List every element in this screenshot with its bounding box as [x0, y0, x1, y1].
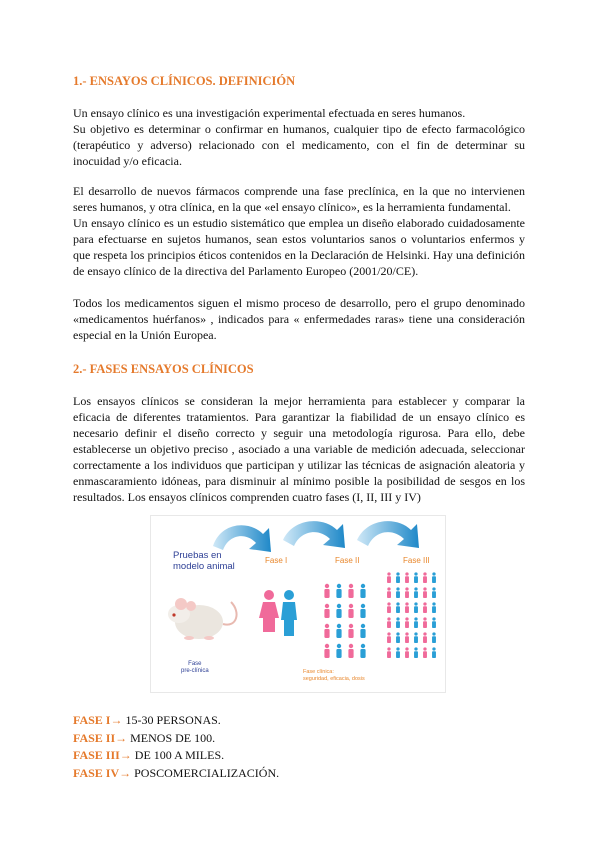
section-1-title: 1.- ENSAYOS CLÍNICOS. DEFINICIÓN [73, 74, 296, 88]
person-icon [414, 636, 418, 643]
person-icon [414, 576, 418, 583]
person-icon [414, 617, 417, 620]
person-icon [348, 629, 353, 638]
arrow-icon-1 [213, 525, 271, 552]
person-icon [348, 589, 353, 598]
phase-key: FASE II [73, 730, 116, 745]
person-icon [405, 572, 408, 575]
person-icon [387, 591, 391, 598]
person-icon [324, 649, 329, 658]
person-icon [387, 606, 391, 613]
preclinical-label-2: pre-clínica [181, 668, 209, 674]
person-icon [337, 624, 341, 628]
person-icon [336, 589, 341, 598]
person-icon [405, 617, 408, 620]
person-icon [405, 591, 409, 598]
person-icon [405, 632, 408, 635]
arrow-right-icon: → [110, 713, 123, 727]
person-icon [360, 649, 365, 658]
person-icon [336, 609, 341, 618]
person-icon [396, 587, 399, 590]
person-icon [336, 649, 341, 658]
person-icon [432, 576, 436, 583]
person-icon [337, 584, 341, 588]
person-icon [349, 624, 353, 628]
person-icon [432, 621, 436, 628]
person-icon [405, 621, 409, 628]
person-icon [414, 591, 418, 598]
person-icon [414, 606, 418, 613]
person-icon [387, 587, 390, 590]
person-icon [396, 647, 399, 650]
person-icon [405, 647, 408, 650]
paragraph-objective: Su objetivo es determinar o confirmar en humanos, cualquier tipo de efecto farmacológico (terapéutico y adverso) relacionado con el medicamento, con el fin de determinar su inocuidad y/o eficacia. [73, 122, 525, 168]
person-icon [337, 644, 341, 648]
arrow-right-icon: → [119, 765, 132, 780]
person-icon [414, 621, 418, 628]
person-icon [423, 606, 427, 613]
person-icon [432, 591, 436, 598]
preclinical-label-1: Fase [188, 661, 202, 667]
phase3-people-group [387, 572, 436, 658]
person-icon [396, 621, 400, 628]
person-icon [387, 621, 391, 628]
person-icon [432, 632, 435, 635]
person-icon [396, 636, 400, 643]
person-icon [360, 589, 365, 598]
person-icon [396, 632, 399, 635]
paragraph-orphan-drugs: Todos los medicamentos siguen el mismo proceso de desarrollo, pero el grupo denominado «medicamentos huérfanos» , indicados para « enfermedades raras» tiene una consideración especial en la Unión Europea. [73, 296, 525, 342]
person-icon [396, 617, 399, 620]
person-icon-pink-phase1 [259, 590, 279, 632]
person-icon [361, 584, 365, 588]
paragraph-phases-intro: Los ensayos clínicos se consideran la mejor herramienta para establecer y comparar la eficacia de diferentes tratamientos. Para garantizar la fiabilidad de un ensayo clínico es necesario definir el diseño correcto y seguir una metodología rigurosa. Para ello, debe establecerse un objetivo preciso , asociado a una variable de medición adecuada, seleccionar correctamente a los individuos que participan y utilizar las técnicas de asignación aleatoria y enmascaramiento idóneas, para disminuir al mínimo posible la posibilidad de sesgos en los resultados. Los ensayos clínicos comprenden cuatro fases (I, II, III y IV) [73, 394, 525, 504]
arrow-right-icon: → [119, 748, 132, 762]
person-icon [349, 644, 353, 648]
clinical-label-2: seguridad, eficacia, dosis [303, 676, 365, 682]
phase-value: MENOS DE 100. [127, 730, 216, 745]
phase-list [73, 712, 279, 782]
person-icon [405, 587, 408, 590]
person-icon [414, 632, 417, 635]
person-icon [337, 604, 341, 608]
person-icon [423, 572, 426, 575]
phase-list-item [73, 765, 279, 783]
person-icon [387, 632, 390, 635]
animal-model-label-2: modelo animal [173, 561, 235, 572]
person-icon [361, 604, 365, 608]
person-icon [349, 604, 353, 608]
phase-key: FASE I [73, 713, 111, 727]
person-icon [432, 651, 436, 658]
person-icon [423, 602, 426, 605]
person-icon [423, 632, 426, 635]
person-icon [396, 651, 400, 658]
person-icon [432, 572, 435, 575]
person-icon-blue-phase1 [281, 590, 297, 636]
phase-list-item [73, 712, 279, 730]
person-icon [360, 609, 365, 618]
person-icon [432, 617, 435, 620]
person-icon [423, 621, 427, 628]
person-icon [361, 624, 365, 628]
paragraph-systematic-study: Un ensayo clínico es un estudio sistemático que emplea un diseño elaborado cuidadosamente para efectuarse en sujetos humanos, sean estos voluntarios sanos o voluntarios enfermos y que respeta los principios éticos contenidos en la Declaración de Helsinki. Hay una definición de ensayo clínico de la directiva del Parlamento Europeo (2001/20/CE). [73, 216, 525, 278]
person-icon [414, 572, 417, 575]
person-icon [432, 602, 435, 605]
person-icon [405, 576, 409, 583]
mouse-icon [168, 598, 237, 640]
person-icon [396, 572, 399, 575]
phase-1-label: Fase I [265, 556, 288, 565]
phase-value: POSCOMERCIALIZACIÓN. [131, 765, 280, 780]
person-icon [349, 584, 353, 588]
phase2-people-group [324, 584, 365, 658]
person-icon [360, 629, 365, 638]
person-icon [414, 602, 417, 605]
person-icon [423, 651, 427, 658]
person-icon [432, 587, 435, 590]
clinical-label-1: Fase clínica: [303, 669, 334, 675]
person-icon [325, 604, 329, 608]
person-icon [387, 647, 390, 650]
person-icon [396, 576, 400, 583]
person-icon [405, 636, 409, 643]
paragraph-development: El desarrollo de nuevos fármacos comprende una fase preclínica, en la que no intervienen seres humanos, y otra clínica, en la que «el ensayo clínico», es la herramienta fundamental. [73, 184, 525, 214]
phase-2-label: Fase II [335, 556, 360, 565]
phase-list-item [73, 730, 279, 748]
person-icon [423, 576, 427, 583]
arrow-icon-3 [357, 521, 419, 548]
person-icon [336, 629, 341, 638]
phase-key: FASE III [73, 748, 120, 762]
person-icon [348, 649, 353, 658]
person-icon [405, 606, 409, 613]
person-icon [396, 591, 400, 598]
person-icon [405, 651, 409, 658]
person-icon [387, 576, 391, 583]
person-icon [414, 651, 418, 658]
person-icon [423, 591, 427, 598]
person-icon [387, 636, 391, 643]
phase-key: FASE IV [73, 765, 120, 780]
section-2-title: 2.- FASES ENSAYOS CLÍNICOS [73, 362, 254, 376]
person-icon [405, 602, 408, 605]
clinical-phases-figure [150, 515, 446, 693]
person-icon [325, 624, 329, 628]
person-icon [432, 606, 436, 613]
paragraph-definition: Un ensayo clínico es una investigación experimental efectuada en seres humanos. [73, 106, 466, 120]
person-icon [432, 647, 435, 650]
person-icon [324, 629, 329, 638]
arrow-icon-2 [283, 521, 345, 548]
animal-model-label-1: Pruebas en [173, 550, 222, 561]
person-icon [387, 572, 390, 575]
phase-3-label: Fase III [403, 556, 430, 565]
person-icon [423, 587, 426, 590]
person-icon [348, 609, 353, 618]
person-icon [387, 602, 390, 605]
person-icon [387, 651, 391, 658]
person-icon [325, 644, 329, 648]
phase-list-item [73, 747, 279, 765]
person-icon [414, 587, 417, 590]
arrow-right-icon: → [115, 730, 128, 745]
person-icon [414, 647, 417, 650]
person-icon [361, 644, 365, 648]
person-icon [396, 606, 400, 613]
person-icon [324, 609, 329, 618]
person-icon [387, 617, 390, 620]
person-icon [423, 647, 426, 650]
phase-value: DE 100 A MILES. [131, 748, 225, 762]
person-icon [325, 584, 329, 588]
phase-value: 15-30 PERSONAS. [122, 713, 221, 727]
person-icon [396, 602, 399, 605]
person-icon [423, 617, 426, 620]
person-icon [324, 589, 329, 598]
person-icon [423, 636, 427, 643]
person-icon [432, 636, 436, 643]
